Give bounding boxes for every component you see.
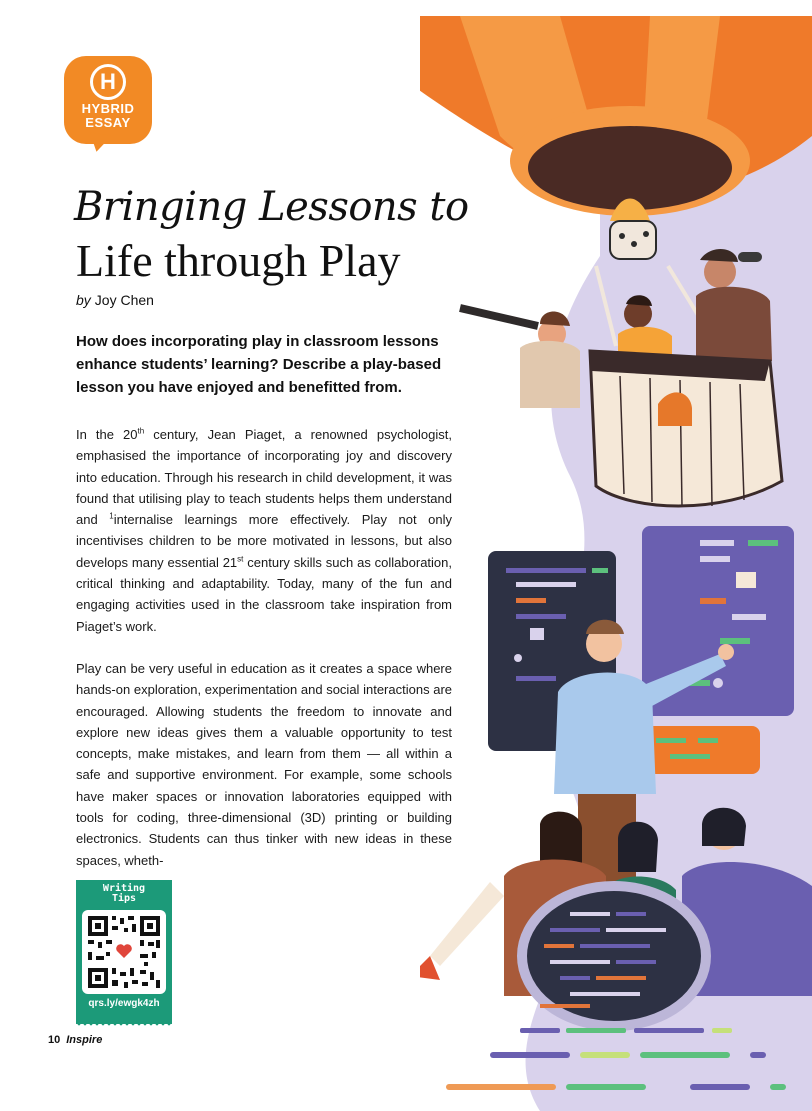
qr-code-icon — [82, 910, 166, 994]
illustration — [420, 16, 812, 1111]
title-script-line: Bringing Lessons to — [74, 184, 469, 230]
speech-bubble-tail — [87, 132, 112, 154]
hybrid-essay-badge — [64, 56, 156, 154]
essay-question: How does incorporating play in classroom lessons enhance students’ learning? Describe a play-based lesson you have enjoyed and benefitted from. — [76, 333, 442, 396]
code-panel-orange — [642, 726, 760, 774]
byline-by: by — [76, 292, 91, 308]
paragraph-1: In the 20th century, Jean Piaget, a renowned psychologist, emphasised the importance of incorporating joy and discovery into education. Through his research in child development, it was found that utilising play to teach students helps them understand and $^1$internalise learnings more effectively. Play not only incentivises children to be more motivated in lessons, but also develops many essential 21st century skills such as collaboration, critical thinking and adaptability. Today, many of the fun and engaging activities used in the classroom take inspiration from Piaget’s work. — [76, 426, 452, 634]
magazine-brand: Inspire — [66, 1034, 103, 1046]
author-name: Joy Chen — [94, 292, 154, 308]
h-letter-icon: H — [90, 64, 126, 100]
writing-tips-label: Writing Tips — [102, 883, 146, 904]
qr-code[interactable] — [82, 910, 166, 994]
byline — [76, 292, 154, 308]
badge-label: HYBRID ESSAY — [81, 101, 135, 130]
writing-tips-card[interactable] — [76, 880, 172, 1024]
paragraph-2: Play can be very useful in education as it creates a space where hands-on exploration, experimentation and social interactions are encouraged. Allowing students the freedom to innovate and explore new ideas gives them a valuable opportunity to test concepts, make mistakes, and learn from them — all within a safe and supportive environment. For example, some schools have maker spaces or innovation laboratories equipped with tools for coding, three-dimensional (3D) printing or building electronics. Students can thus tinker with new ideas in these spaces, wheth- — [76, 661, 452, 868]
balloon-basket-icon — [590, 351, 782, 506]
page-footer — [48, 1034, 102, 1046]
magnifier-screen-icon — [522, 886, 706, 1026]
title-main-line: Life through Play — [76, 235, 401, 286]
page-number: 10 — [48, 1034, 61, 1046]
ticket-edge — [76, 1023, 172, 1029]
qr-url[interactable]: qrs.ly/ewgk4zh — [88, 998, 160, 1009]
